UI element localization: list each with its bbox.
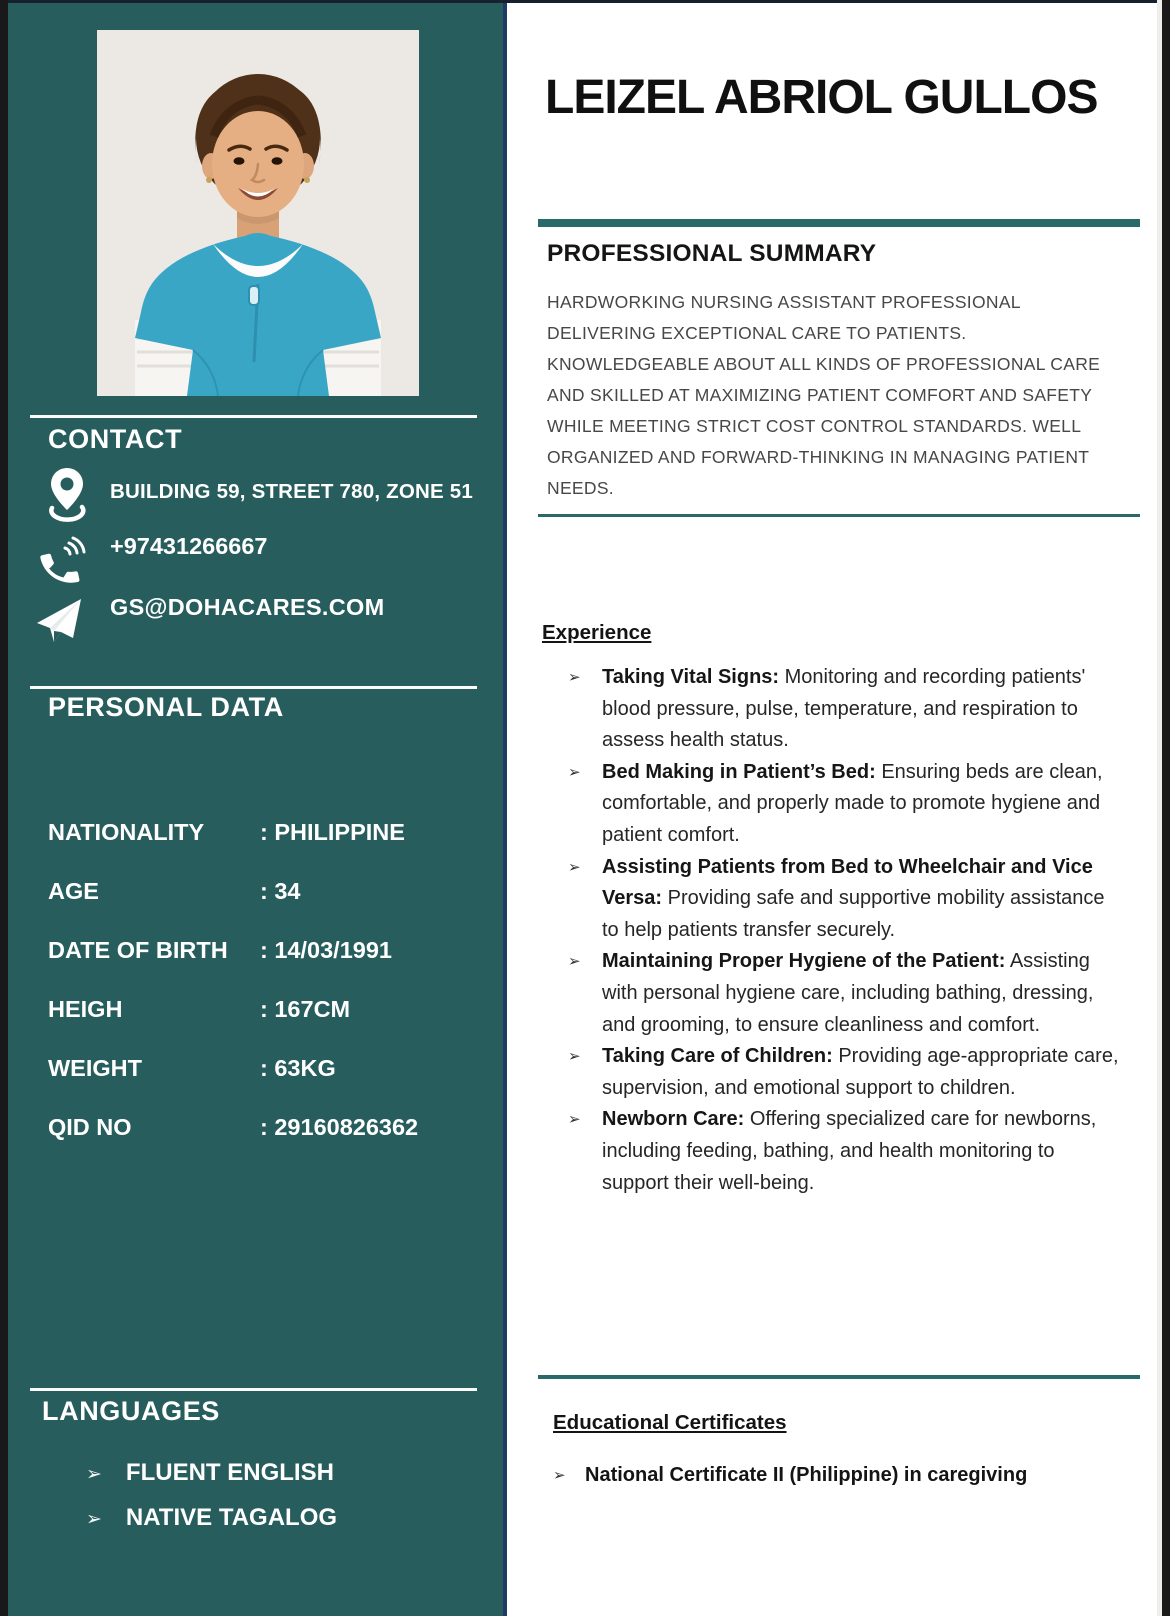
experience-list: [542, 662, 1124, 1199]
experience-item: [542, 852, 1124, 947]
experience-heading: Experience: [542, 621, 652, 644]
arrow-bullet-icon: ➢: [553, 1466, 566, 1484]
contact-phone: +97431266667: [110, 533, 268, 559]
language-label: NATIVE TAGALOG: [125, 1504, 338, 1531]
contact-address: BUILDING 59, STREET 780, ZONE 51: [110, 480, 473, 503]
arrow-bullet-icon: ➢: [86, 1508, 102, 1530]
pd-value: : 34: [260, 878, 301, 904]
education-title: National Certificate II (Philippine) in caregiving: [585, 1464, 1028, 1486]
pd-label: AGE: [48, 878, 99, 904]
pd-value: : 14/03/1991: [260, 937, 392, 963]
candidate-name: LEIZEL ABRIOL GULLOS: [545, 71, 1098, 124]
experience-text: [602, 757, 1124, 852]
language-item: [86, 1503, 337, 1534]
languages-list: [86, 1458, 337, 1548]
experience-item: [542, 946, 1124, 1041]
profile-photo: [97, 30, 419, 396]
pd-label: DATE OF BIRTH: [48, 937, 228, 963]
experience-desc: Providing safe and supportive mobility assistance to help patients transfer securely.: [602, 887, 1105, 941]
experience-title: Newborn Care:: [602, 1108, 745, 1131]
language-label: FLUENT ENGLISH: [125, 1459, 334, 1486]
page-right-edge: [1162, 0, 1170, 1616]
experience-desc: Assisting with personal hygiene care, including bathing, dressing, and grooming, to ensure cleanliness and comfort.: [602, 950, 1094, 1036]
paper-plane-icon: [34, 596, 86, 646]
experience-title: Taking Care of Children:: [602, 1045, 833, 1068]
experience-title: Taking Vital Signs:: [602, 666, 780, 688]
arrow-bullet-icon: ➢: [568, 952, 581, 971]
pd-value: : 63KG: [260, 1055, 336, 1081]
experience-text: [602, 852, 1124, 947]
personal-data-row: [48, 877, 478, 905]
experience-desc: Providing age-appropriate care, supervision, and emotional support to children.: [602, 1045, 1119, 1099]
phone-icon: [34, 532, 86, 586]
personal-data-row: [48, 995, 478, 1023]
experience-text: [602, 946, 1124, 1041]
languages-heading: LANGUAGES: [42, 1396, 220, 1426]
pd-value: : PHILIPPINE: [260, 819, 405, 845]
arrow-bullet-icon: ➢: [568, 762, 581, 781]
personal-data-divider: [30, 686, 477, 689]
arrow-bullet-icon: ➢: [86, 1463, 102, 1485]
pd-value: : 167CM: [260, 996, 351, 1022]
personal-data-row: [48, 818, 478, 846]
experience-title: Bed Making in Patient’s Bed:: [602, 760, 876, 783]
experience-item: [542, 1041, 1124, 1104]
pd-label: QID NO: [48, 1114, 132, 1140]
personal-data-row: [48, 936, 478, 964]
professional-summary-text: HARDWORKING NURSING ASSISTANT PROFESSIONAL DELIVERING EXCEPTIONAL CARE TO PATIENTS. KNOWLEDGEABLE ABOUT ALL KINDS OF PROFESSIONAL CARE AND SKILLED AT MAXIMIZING PATIENT COMFORT AND SAFETY WHILE MEETING STRICT COST CONTROL STANDARDS. WELL ORGANIZED AND FORWARD-THINKING IN MANAGING PATIENT NEEDS.: [547, 292, 1101, 498]
language-item: [86, 1458, 337, 1489]
portrait-illustration: [97, 30, 419, 396]
experience-text: [602, 662, 1124, 757]
professional-summary-heading: PROFESSIONAL SUMMARY: [547, 240, 877, 267]
personal-data-row: [48, 1113, 478, 1141]
contact-divider: [30, 415, 477, 418]
arrow-bullet-icon: ➢: [568, 1110, 581, 1129]
education-top-rule: [538, 1375, 1140, 1379]
page-top-edge: [0, 0, 1170, 3]
summary-bottom-rule: [538, 514, 1140, 517]
arrow-bullet-icon: ➢: [568, 668, 581, 686]
experience-title: Maintaining Proper Hygiene of the Patient:: [602, 950, 1006, 973]
page-left-edge: [0, 0, 8, 1616]
arrow-bullet-icon: ➢: [568, 1047, 581, 1066]
summary-top-rule: [538, 219, 1140, 227]
resume-body: [507, 0, 1157, 1616]
sidebar: [8, 0, 503, 1616]
pd-label: HEIGH: [48, 996, 123, 1022]
contact-heading: CONTACT: [48, 424, 183, 454]
arrow-bullet-icon: ➢: [568, 857, 581, 876]
pd-label: NATIONALITY: [48, 819, 205, 845]
experience-item: [542, 757, 1124, 852]
pd-label: WEIGHT: [48, 1055, 142, 1081]
contact-email: GS@DOHACARES.COM: [110, 594, 385, 620]
pd-value: : 29160826362: [260, 1114, 419, 1140]
experience-title: Assisting Patients from Bed to Wheelchair and Vice Versa:: [602, 855, 1093, 910]
personal-data-row: [48, 1054, 478, 1082]
experience-text: [602, 1104, 1124, 1199]
location-pin-icon: [44, 466, 90, 524]
languages-divider: [30, 1388, 477, 1391]
experience-item: [542, 1104, 1124, 1199]
education-item: [553, 1460, 1113, 1490]
personal-data-list: [48, 818, 478, 1172]
experience-text: [602, 1041, 1124, 1104]
education-heading: Educational Certificates: [553, 1411, 787, 1434]
experience-desc: Monitoring and recording patients' blood pressure, pulse, temperature, and respiration to assess health status.: [602, 666, 1086, 752]
personal-data-heading: PERSONAL DATA: [48, 692, 284, 722]
experience-desc: Offering specialized care for newborns, including feeding, bathing, and health monitoring to support their well-being.: [602, 1108, 1097, 1194]
experience-item: [542, 662, 1124, 757]
experience-desc: Ensuring beds are clean, comfortable, and properly made to promote hygiene and patient comfort.: [602, 760, 1103, 846]
